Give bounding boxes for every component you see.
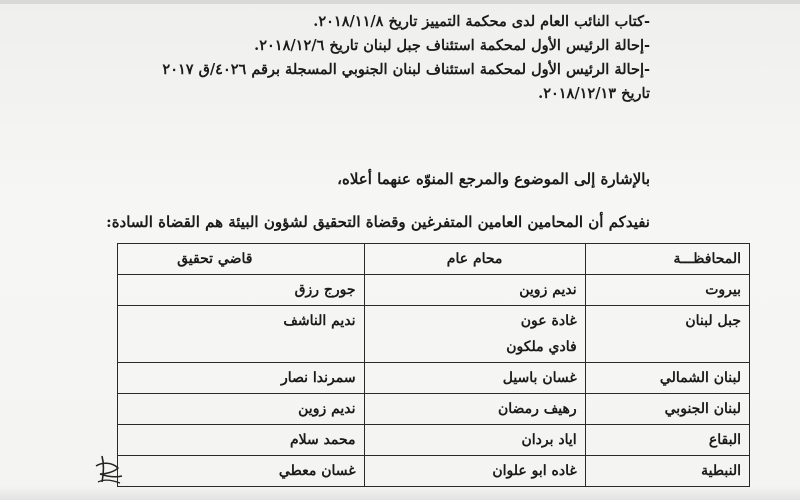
table-header-row (118, 244, 750, 275)
page-bottom-shadow (0, 486, 800, 500)
cell-judge: سمرندا نصار (118, 363, 365, 394)
table-row (118, 456, 750, 487)
cell-prosecutor (364, 306, 585, 363)
cell-governorate: لبنان الشمالي (585, 363, 749, 394)
cell-prosecutor (364, 394, 585, 425)
reference-line-3: -إحالة الرئيس الأول لمحكمة استئناف لبنان الجنوبي المسجلة برقم ٤٠٢٦/ق ٢٠١٧ (162, 61, 650, 78)
page-top-edge (0, 0, 800, 4)
cell-governorate: البقاع (585, 425, 749, 456)
intro-line-1: بالإشارة إلى الموضوع والمرجع المنوّه عنهما أعلاه، (337, 170, 650, 188)
cell-prosecutor (364, 363, 585, 394)
cell-judge: محمد سلام (118, 425, 365, 456)
reference-line-4: تاريخ ٢٠١٨/١٢/١٣. (538, 85, 650, 102)
prosecutor-name: غسان باسيل (502, 370, 577, 386)
header-judge: قاضي تحقيق (118, 244, 365, 275)
prosecutor-name: نديم زوين (519, 282, 577, 298)
reference-line-2: -إحالة الرئيس الأول لمحكمة استئناف جبل لبنان تاريخ ٢٠١٨/١٢/٦. (254, 37, 650, 54)
cell-judge: نديم زوين (118, 394, 365, 425)
table-row (118, 306, 750, 363)
prosecutor-name: غادة عون (520, 313, 577, 329)
cell-governorate: النبطية (585, 456, 749, 487)
intro-line-2: نفيدكم أن المحامين العامين المتفرغين وقضاة التحقيق لشؤون البيئة هم القضاة السادة: (106, 213, 650, 231)
cell-judge: نديم الناشف (118, 306, 365, 363)
header-governorate: المحافظـــة (585, 244, 749, 275)
table-row (118, 394, 750, 425)
cell-judge: جورج رزق (118, 275, 365, 306)
prosecutor-name: فادي ملكون (506, 339, 577, 355)
table-row (118, 363, 750, 394)
signature-icon (92, 452, 126, 488)
cell-governorate: لبنان الجنوبي (585, 394, 749, 425)
table-row (118, 425, 750, 456)
reference-line-1: -كتاب النائب العام لدى محكمة التمييز تاريخ ٢٠١٨/١١/٨. (313, 13, 650, 30)
cell-prosecutor (364, 275, 585, 306)
cell-prosecutor (364, 456, 585, 487)
prosecutor-name: غاده ابو علوان (492, 463, 577, 479)
prosecutor-name: اياد بردان (521, 432, 577, 448)
cell-prosecutor (364, 425, 585, 456)
cell-judge: غسان معطي (118, 456, 365, 487)
prosecutor-name: رهيف رمضان (497, 401, 577, 417)
header-prosecutor: محام عام (364, 244, 585, 275)
references-block (90, 10, 650, 106)
cell-governorate: جبل لبنان (585, 306, 749, 363)
table-row (118, 275, 750, 306)
cell-governorate: بيروت (585, 275, 749, 306)
judges-table (117, 243, 750, 487)
